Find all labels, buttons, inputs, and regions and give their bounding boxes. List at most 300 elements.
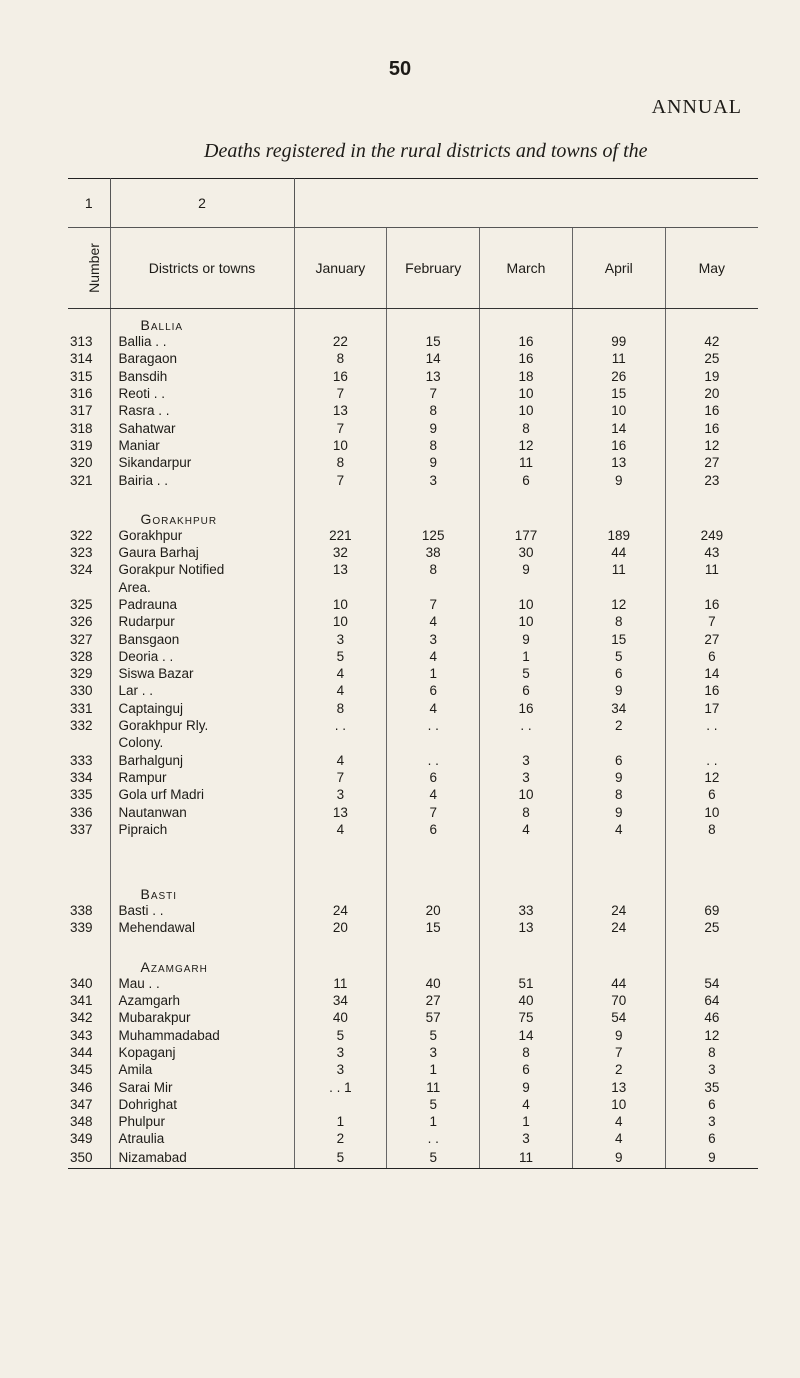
month-header-may: May [665,228,758,309]
row-district-name: Maniar [110,437,294,454]
row-value-may: 16 [704,683,720,699]
row-value-may: 19 [704,368,720,384]
row-value-may: 12 [704,1027,720,1043]
row-district-name: Bairia . . [110,471,294,488]
table-body [68,309,758,1169]
month-header-april: April [572,228,665,309]
row-value-february [387,734,480,751]
row-number: 326 [68,613,110,630]
row-number: 328 [68,648,110,665]
table-row [68,821,758,838]
row-value-april: 9 [572,803,665,820]
row-value-april: 14 [572,419,665,436]
deaths-table [68,178,758,1169]
row-value-april: 189 [572,527,665,544]
row-value-february: . . [387,752,480,769]
row-value-january: 3 [294,786,387,803]
row-number: 323 [68,544,110,561]
row-number: 335 [68,786,110,803]
row-value-march: 177 [480,527,573,544]
page-heading: ANNUAL [651,96,742,118]
row-value-march: 10 [480,402,573,419]
row-value-april: 44 [572,544,665,561]
row-value-may: 7 [708,614,716,630]
row-value-april: 10 [572,1096,665,1113]
row-district-name: Phulpur [110,1113,294,1130]
section-title: Azamgarh [110,951,294,975]
row-value-march: 12 [480,437,573,454]
row-value-march: 13 [480,919,573,936]
table-row [68,368,758,385]
row-value-april: 34 [572,700,665,717]
row-value-may: 25 [704,351,720,367]
row-value-january: 5 [294,1148,387,1169]
row-value-february: 3 [387,471,480,488]
table-row [68,1130,758,1147]
row-value-march: 33 [480,902,573,919]
row-value-april: 8 [572,786,665,803]
row-value-february: 1 [387,1113,480,1130]
row-value-may: 23 [704,472,720,488]
row-number: 314 [68,350,110,367]
row-number: 315 [68,368,110,385]
row-number: 334 [68,769,110,786]
table-row [68,786,758,803]
row-district-name: Dohrighat [110,1096,294,1113]
row-value-february: 13 [387,368,480,385]
row-district-name: Lar . . [110,682,294,699]
row-district-name: Bansdih [110,368,294,385]
row-value-february: 4 [387,648,480,665]
table-row [68,717,758,734]
row-value-february: 8 [387,437,480,454]
row-district-name: Nizamabad [110,1148,294,1169]
row-value-february: 7 [387,803,480,820]
table-row [68,402,758,419]
row-value-february: 15 [387,919,480,936]
row-value-january: 40 [294,1009,387,1026]
row-value-may: 25 [704,920,720,936]
table-row [68,665,758,682]
section-title: Basti [110,878,294,902]
column-number-2: 2 [110,179,294,228]
row-value-april: 2 [572,1061,665,1078]
row-value-january: 221 [294,527,387,544]
table-row [68,471,758,488]
row-value-april: 5 [572,648,665,665]
row-number: 343 [68,1027,110,1044]
row-number: 342 [68,1009,110,1026]
row-district-name: Bansgaon [110,630,294,647]
row-value-february: 11 [387,1078,480,1095]
row-number: 320 [68,454,110,471]
section-title: Ballia [110,309,294,334]
row-value-may: 3 [708,1062,716,1078]
row-value-april: 70 [572,992,665,1009]
row-value-march: 10 [480,613,573,630]
row-value-february: 40 [387,975,480,992]
row-district-name: Sikandarpur [110,454,294,471]
row-value-april: 9 [572,682,665,699]
row-district-name: Nautanwan [110,803,294,820]
row-value-may: 10 [704,804,720,820]
row-number: 347 [68,1096,110,1113]
row-district-name: Siswa Bazar [110,665,294,682]
row-value-may [665,579,758,596]
row-value-may: 12 [704,437,720,453]
row-district-name: Gorakhpur Rly. [110,717,294,734]
row-value-january: 32 [294,544,387,561]
row-value-march: 30 [480,544,573,561]
row-number: 336 [68,803,110,820]
table-row [68,1148,758,1169]
table-row [68,919,758,936]
row-value-january: 7 [294,769,387,786]
row-value-may: 17 [704,700,720,716]
row-value-may: 8 [708,1044,716,1060]
row-value-january: 13 [294,803,387,820]
row-value-march: 4 [480,1096,573,1113]
table-row [68,613,758,630]
table-row [68,454,758,471]
row-district-name: Kopaganj [110,1044,294,1061]
row-value-january: 24 [294,902,387,919]
row-value-february: 5 [387,1148,480,1169]
row-value-january: 34 [294,992,387,1009]
row-value-january: 20 [294,919,387,936]
row-value-may: 6 [708,1131,716,1147]
row-value-may: 43 [704,545,720,561]
row-district-name: Barhalgunj [110,752,294,769]
row-value-april: 9 [572,769,665,786]
row-value-march: 16 [480,700,573,717]
row-value-march: 10 [480,786,573,803]
row-value-february: 8 [387,561,480,578]
row-number: 318 [68,419,110,436]
row-district-name: Padrauna [110,596,294,613]
row-number: 317 [68,402,110,419]
row-value-january: 10 [294,613,387,630]
row-value-march: 9 [480,1078,573,1095]
row-district-name: Rampur [110,769,294,786]
row-value-february [387,579,480,596]
row-number: 321 [68,471,110,488]
table-row [68,734,758,751]
row-district-name: Colony. [110,734,294,751]
row-value-april: 12 [572,596,665,613]
page-subheading: Deaths registered in the rural districts and towns of the [204,140,648,162]
row-value-may: 3 [708,1114,716,1130]
row-district-name: Pipraich [110,821,294,838]
row-value-march: . . [480,717,573,734]
row-value-january: 4 [294,752,387,769]
table-row [68,419,758,436]
row-value-may: 46 [704,1010,720,1026]
row-value-may: 27 [704,631,720,647]
row-value-may: 249 [700,527,724,543]
row-number: 327 [68,630,110,647]
row-value-february: 14 [387,350,480,367]
row-value-may: 14 [704,666,720,682]
row-value-may: 11 [704,562,719,578]
table-row [68,992,758,1009]
row-value-april: 13 [572,1078,665,1095]
row-district-name: Deoria . . [110,648,294,665]
table-row [68,1061,758,1078]
row-number: 324 [68,561,110,578]
row-value-february: 9 [387,419,480,436]
row-value-april [572,579,665,596]
row-value-february: . . [387,717,480,734]
row-value-january: 13 [294,561,387,578]
row-value-april: 54 [572,1009,665,1026]
row-value-march: 1 [480,1113,573,1130]
row-value-january: 16 [294,368,387,385]
row-value-april: 9 [572,1148,665,1169]
row-value-april: 26 [572,368,665,385]
table-row [68,579,758,596]
table-row [68,630,758,647]
row-value-march: 3 [480,752,573,769]
row-value-january: 10 [294,596,387,613]
row-value-january: 1 [294,1113,387,1130]
row-district-name: Rudarpur [110,613,294,630]
row-value-january [294,1096,387,1113]
row-value-april: 15 [572,385,665,402]
row-value-march: 11 [480,1148,573,1169]
row-value-march: 51 [480,975,573,992]
table-row [68,1027,758,1044]
section-row [68,878,758,902]
row-district-name: Ballia . . [110,333,294,350]
column-number-1: 1 [68,179,110,228]
row-district-name: Gaura Barhaj [110,544,294,561]
row-value-march: 4 [480,821,573,838]
row-district-name: Mehendawal [110,919,294,936]
row-number: 344 [68,1044,110,1061]
row-district-name: Gola urf Madri [110,786,294,803]
row-value-january: 5 [294,648,387,665]
row-value-april: 13 [572,454,665,471]
row-value-march: 8 [480,419,573,436]
table-row [68,596,758,613]
row-value-march: 3 [480,1130,573,1147]
table-row [68,1044,758,1061]
row-value-february: 20 [387,902,480,919]
row-value-february: 3 [387,630,480,647]
row-value-march: 16 [480,350,573,367]
table-row [68,1096,758,1113]
row-value-may: 54 [704,975,720,991]
row-value-march: 16 [480,333,573,350]
row-value-may: 12 [704,769,720,785]
row-number: 338 [68,902,110,919]
row-district-name: Sarai Mir [110,1078,294,1095]
row-number: 345 [68,1061,110,1078]
row-number: 329 [68,665,110,682]
table-row [68,648,758,665]
row-district-name: Area. [110,579,294,596]
row-value-january: 8 [294,700,387,717]
row-district-name: Gorakhpur [110,527,294,544]
row-value-may: 8 [708,821,716,837]
row-value-january: 4 [294,682,387,699]
row-value-january [294,734,387,751]
row-value-april: 44 [572,975,665,992]
row-value-may: 42 [704,334,720,350]
row-number: 322 [68,527,110,544]
row-value-january: 7 [294,385,387,402]
row-value-may: 35 [704,1079,720,1095]
row-value-january: 4 [294,665,387,682]
row-number [68,734,110,751]
row-value-march: 75 [480,1009,573,1026]
row-value-march: 6 [480,1061,573,1078]
row-value-january: 10 [294,437,387,454]
row-value-may: . . [706,718,718,734]
row-number: 325 [68,596,110,613]
row-number: 339 [68,919,110,936]
section-row [68,951,758,975]
row-value-april: 9 [572,1027,665,1044]
row-value-april: 6 [572,665,665,682]
row-district-name: Muhammadabad [110,1027,294,1044]
row-value-april: 11 [572,350,665,367]
row-district-name: Azamgarh [110,992,294,1009]
table-row [68,700,758,717]
table-row [68,682,758,699]
row-value-march: 9 [480,561,573,578]
table-row [68,769,758,786]
row-number: 350 [68,1148,110,1169]
table-row [68,527,758,544]
row-value-february: 1 [387,1061,480,1078]
row-value-april: 4 [572,1130,665,1147]
row-number: 313 [68,333,110,350]
row-value-january: . . [294,717,387,734]
row-value-april: 16 [572,437,665,454]
row-value-january: 2 [294,1130,387,1147]
row-value-january: 3 [294,630,387,647]
row-value-january: 8 [294,350,387,367]
row-number: 348 [68,1113,110,1130]
row-value-february: 15 [387,333,480,350]
row-value-april: 9 [572,471,665,488]
row-value-april: 2 [572,717,665,734]
row-value-february: 8 [387,402,480,419]
row-number: 333 [68,752,110,769]
row-number: 330 [68,682,110,699]
row-value-february: 57 [387,1009,480,1026]
table-row [68,544,758,561]
row-number: 316 [68,385,110,402]
row-value-april: 10 [572,402,665,419]
row-value-may [665,734,758,751]
row-value-february: 1 [387,665,480,682]
row-value-may: 64 [704,993,720,1009]
page-number: 50 [388,58,412,80]
row-district-name: Reoti . . [110,385,294,402]
table-row [68,975,758,992]
row-value-january: . . 1 [294,1078,387,1095]
table-row [68,1078,758,1095]
row-value-april: 6 [572,752,665,769]
row-number: 332 [68,717,110,734]
row-value-april: 8 [572,613,665,630]
row-value-march: 6 [480,682,573,699]
row-value-may: 6 [708,1096,716,1112]
row-value-january: 22 [294,333,387,350]
row-value-march: 18 [480,368,573,385]
table-row [68,561,758,578]
row-value-january: 7 [294,419,387,436]
number-header: Number [68,228,110,309]
row-value-february: . . [387,1130,480,1147]
row-value-march: 8 [480,1044,573,1061]
row-value-march [480,734,573,751]
table-row [68,437,758,454]
table-row [68,333,758,350]
section-row [68,503,758,527]
row-value-march: 9 [480,630,573,647]
row-value-january: 3 [294,1044,387,1061]
row-value-january: 11 [294,975,387,992]
row-district-name: Captainguj [110,700,294,717]
row-number: 346 [68,1078,110,1095]
row-value-february: 4 [387,613,480,630]
row-value-january: 4 [294,821,387,838]
row-district-name: Amila [110,1061,294,1078]
row-value-april: 4 [572,1113,665,1130]
row-number: 337 [68,821,110,838]
table-row [68,1113,758,1130]
row-district-name: Atraulia [110,1130,294,1147]
row-number: 349 [68,1130,110,1147]
row-value-march [480,579,573,596]
row-district-name: Gorakpur Notified [110,561,294,578]
row-value-may: 16 [704,403,720,419]
row-value-january [294,579,387,596]
row-value-march: 6 [480,471,573,488]
table-row [68,902,758,919]
row-value-february: 6 [387,821,480,838]
row-value-april: 15 [572,630,665,647]
row-value-march: 14 [480,1027,573,1044]
row-value-april [572,734,665,751]
row-value-may: 6 [708,787,716,803]
row-value-february: 27 [387,992,480,1009]
row-value-january: 5 [294,1027,387,1044]
row-value-february: 125 [387,527,480,544]
table-row [68,350,758,367]
row-number: 341 [68,992,110,1009]
row-district-name: Sahatwar [110,419,294,436]
row-value-january: 7 [294,471,387,488]
row-value-april: 11 [572,561,665,578]
row-value-march: 10 [480,385,573,402]
row-number [68,579,110,596]
row-value-may: 16 [704,420,720,436]
row-value-march: 11 [480,454,573,471]
row-district-name: Basti . . [110,902,294,919]
row-district-name: Rasra . . [110,402,294,419]
row-value-february: 5 [387,1027,480,1044]
row-value-march: 10 [480,596,573,613]
row-number: 340 [68,975,110,992]
row-value-february: 7 [387,596,480,613]
row-value-march: 1 [480,648,573,665]
table-row [68,803,758,820]
